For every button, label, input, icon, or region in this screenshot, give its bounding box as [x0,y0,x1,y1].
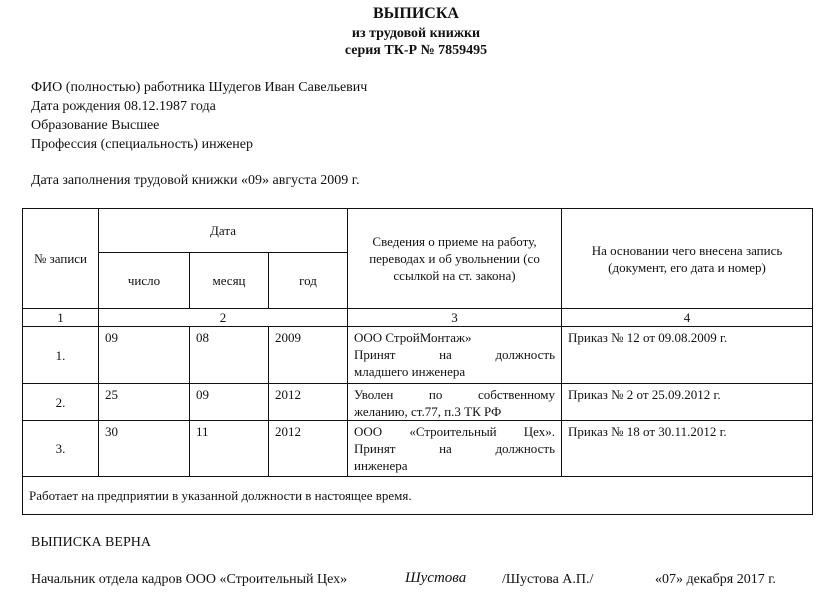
table-row [23,327,813,384]
record-month: 08 [190,327,269,384]
record-info-line: Принят на должность [354,441,556,456]
record-info-line: ООО СтройМонтаж» [354,330,472,345]
column-number: 2 [99,309,348,327]
record-info [348,421,562,477]
record-year: 2009 [269,327,348,384]
record-info [348,327,562,384]
column-number: 1 [23,309,99,327]
employee-fio: ФИО (полностью) работника Шудегов Иван Савельевич [31,80,368,95]
employee-education: Образование Высшее [31,118,160,133]
column-numbers-row [23,309,813,327]
employee-birth-date: Дата рождения 08.12.1987 года [31,99,216,114]
document-title: ВЫПИСКА [373,5,459,22]
header-month: месяц [190,253,269,309]
record-number: 1. [23,327,99,384]
signer-position: Начальник отдела кадров ООО «Строительный Цех» [31,572,348,587]
handwritten-signature: Шустова [405,570,467,586]
record-basis: Приказ № 2 от 25.09.2012 г. [562,384,813,421]
header-employment-info: Сведения о приеме на работу, переводах и об увольнении (со ссылкой на ст. закона) [348,209,562,309]
fill-date: Дата заполнения трудовой книжки «09» августа 2009 г. [31,173,360,188]
table-header-row [23,209,813,253]
employment-records-table [22,208,813,515]
document-series: серия ТК-Р № 7859495 [344,43,488,58]
verified-statement: ВЫПИСКА ВЕРНА [31,535,151,550]
record-day: 09 [99,327,190,384]
record-month: 09 [190,384,269,421]
record-info-line: Принят на должность [354,347,556,362]
record-info [348,384,562,421]
signer-name: /Шустова А.П./ [502,572,594,587]
header-date: Дата [99,209,348,253]
table-footer-row [23,477,813,515]
table-row [23,384,813,421]
record-info-line: младшего инженера [354,364,466,379]
record-day: 30 [99,421,190,477]
signature-date: «07» декабря 2017 г. [655,572,776,587]
header-year: год [269,253,348,309]
header-basis: На основании чего внесена запись (документ, его дата и номер) [562,209,813,309]
current-employment-note: Работает на предприятии в указанной должности в настоящее время. [23,477,813,515]
header-record-number: № записи [23,209,99,309]
record-number: 2. [23,384,99,421]
record-info-line: ООО «Строительный Цех». [354,424,556,439]
record-basis: Приказ № 12 от 09.08.2009 г. [562,327,813,384]
record-info-line: желанию, ст.77, п.3 ТК РФ [354,404,502,419]
record-number: 3. [23,421,99,477]
column-number: 3 [348,309,562,327]
document-subtitle: из трудовой книжки [351,26,481,41]
record-basis: Приказ № 18 от 30.11.2012 г. [562,421,813,477]
record-day: 25 [99,384,190,421]
table-row [23,421,813,477]
employee-profession: Профессия (специальность) инженер [31,137,253,152]
record-year: 2012 [269,421,348,477]
record-year: 2012 [269,384,348,421]
header-day: число [99,253,190,309]
record-info-line: инженера [354,458,408,473]
record-info-line: Уволен по собственному [354,387,556,402]
record-month: 11 [190,421,269,477]
column-number: 4 [562,309,813,327]
